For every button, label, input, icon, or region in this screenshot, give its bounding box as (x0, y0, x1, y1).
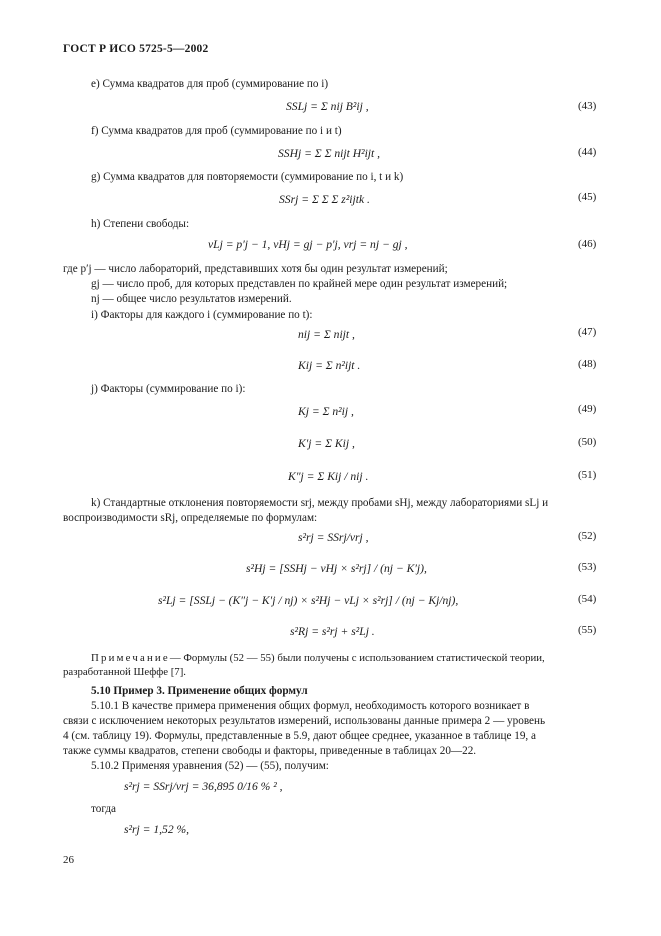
equation-46-number: (46) (578, 238, 597, 250)
item-i-text: i) Факторы для каждого i (суммирование по t): (91, 309, 313, 321)
paragraph-1-line-3: 4 (см. таблицу 19). Формулы, представленные в 5.9, дают общее среднее, указанное в таблице 19, а (63, 730, 536, 742)
section-title: 5.10 Пример 3. Применение общих формул (91, 685, 308, 697)
item-e-label: e) Сумма квадратов для проб (суммирование по i) (91, 78, 329, 90)
equation-50-number: (50) (578, 436, 597, 448)
note-line-2: разработанной Шеффе [7]. (63, 666, 186, 678)
equation-45-number: (45) (578, 191, 597, 203)
equation-55-number: (55) (578, 624, 597, 636)
equation-52-text: s²rj = SSrj/νrj , (298, 531, 369, 544)
item-k-text-1: k) Стандартные отклонения повторяемости srj, между пробами sHj, между лабораториями sLj и (91, 497, 549, 509)
equation-51-text: K″j = Σ Kij / nij . (288, 470, 369, 483)
where-clause-2: gj — число проб, для которых представлен по крайней мере один результат измерений; (91, 278, 508, 290)
equation-48-number: (48) (578, 358, 597, 370)
equation-51-number: (51) (578, 469, 597, 481)
equation-52-number: (52) (578, 530, 597, 542)
equation-54-text: s²Lj = [SSLj − (K″j − K′j / nj) × s²Hj − νLj × s²rj] / (nj − Kj/nj), (158, 594, 459, 607)
equation-44-text: SSHj = Σ Σ nijt H²ijt , (278, 147, 381, 160)
equation-48-text: Kij = Σ n²ijt . (298, 359, 361, 372)
example-equation-b: s²rj = 1,52 %, (124, 823, 190, 836)
equation-55-text: s²Rj = s²rj + s²Lj . (290, 625, 375, 638)
equation-43 (286, 100, 369, 113)
example-equation-a: s²rj = SSrj/νrj = 36,895 0/16 % ² , (124, 780, 283, 793)
item-g-text: g) Сумма квадратов для повторяемости (суммирование по i, t и k) (91, 171, 404, 183)
equation-44-number: (44) (578, 146, 597, 158)
item-e-text (91, 77, 328, 91)
equation-53-text: s²Hj = [SSHj − νHj × s²rj] / (nj − K′j), (246, 562, 427, 575)
paragraph-1-line-1: 5.10.1 В качестве примера применения общих формул, необходимость которого возникает в (91, 700, 530, 712)
item-f-text: f) Сумма квадратов для проб (суммирование по i и t) (91, 125, 342, 137)
equation-47-text: nij = Σ nijt , (298, 328, 355, 341)
note-line-1 (91, 651, 545, 665)
equation-43-text: SSLj = Σ nij B²ij , (286, 100, 369, 113)
equation-54-number: (54) (578, 593, 597, 605)
item-k-text-2: воспроизводимости sRj, определяемые по формулам: (63, 512, 318, 524)
equation-49-number: (49) (578, 403, 597, 415)
note-text-1: — Формулы (52 — 55) были получены с использованием статистической теории, (169, 652, 545, 664)
equation-46-text: νLj = p′j − 1, νHj = gj − p′j, νrj = nj − gj , (208, 238, 408, 251)
equation-49-text: Kj = Σ n²ij , (298, 405, 354, 418)
paragraph-1-line-2: связи с исключением некоторых результатов измерений, использованы данные примера 2 — уровень (63, 715, 546, 727)
equation-50-text: K′j = Σ Kij , (298, 437, 355, 450)
equation-45-text: SSrj = Σ Σ Σ z²ijtk . (279, 193, 370, 206)
item-j-text: j) Факторы (суммирование по i): (91, 383, 246, 395)
page-number: 26 (63, 854, 74, 866)
where-clause-3: nj — общее число результатов измерений. (91, 293, 292, 305)
then-word: тогда (91, 803, 117, 815)
where-clause-1: где p′j — число лабораторий, представивших хотя бы один результат измерений; (63, 263, 448, 275)
equation-53-number: (53) (578, 561, 597, 573)
note-label: Примечание (91, 652, 170, 664)
paragraph-2: 5.10.2 Применяя уравнения (52) — (55), получим: (91, 760, 329, 772)
document-header: ГОСТ Р ИСО 5725-5—2002 (63, 43, 209, 55)
equation-43-number: (43) (578, 100, 597, 112)
equation-47-number: (47) (578, 326, 597, 338)
paragraph-1-line-4: также суммы квадратов, степени свободы и факторы, приведенные в таблицах 20—22. (63, 745, 477, 757)
item-h-text: h) Степени свободы: (91, 218, 190, 230)
